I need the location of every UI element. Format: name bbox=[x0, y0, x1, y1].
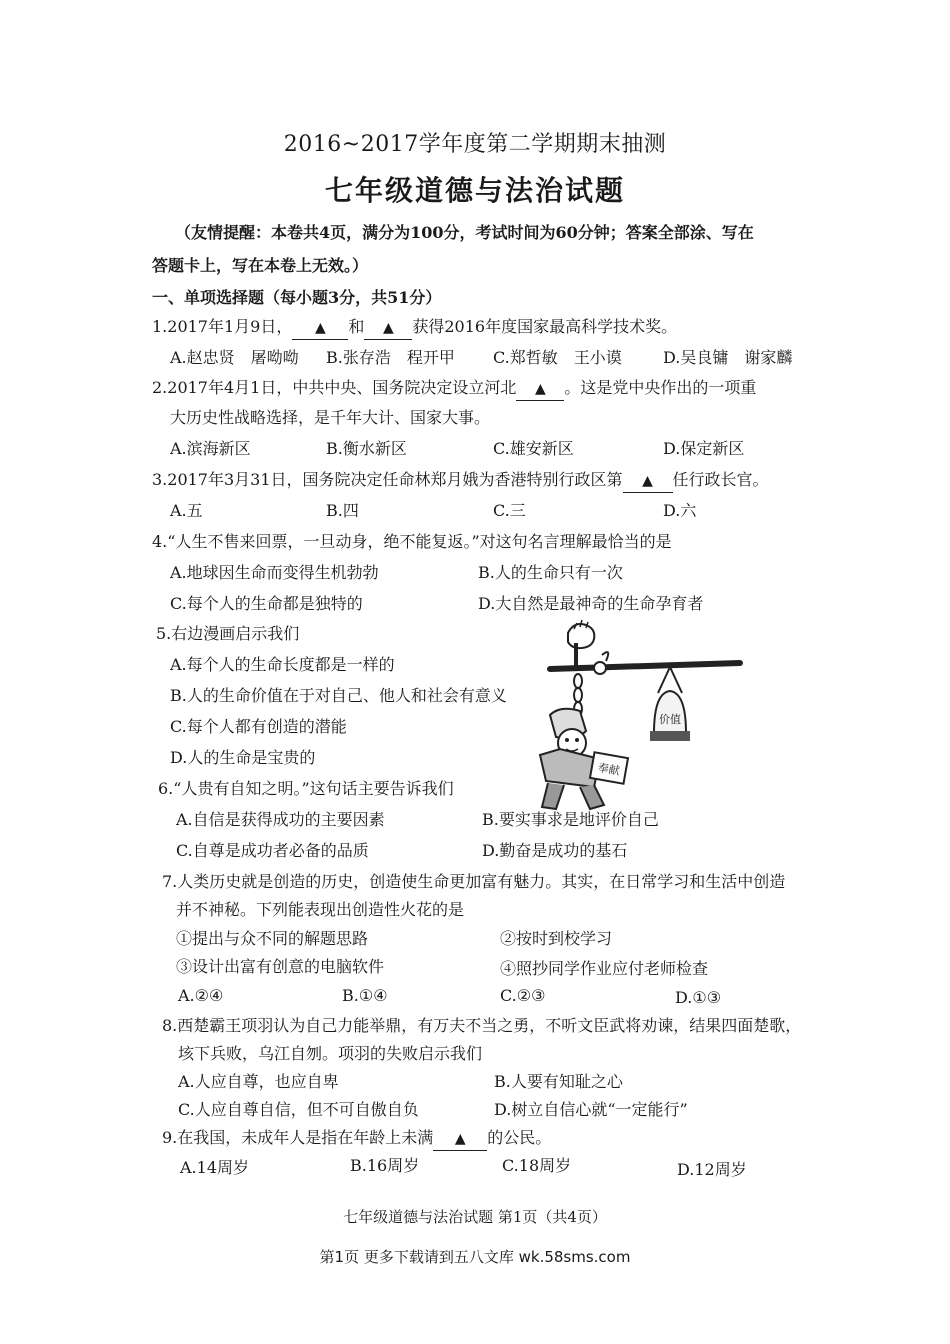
q3-option-d: D.六 bbox=[663, 501, 697, 520]
q9-option-a: A.14周岁 bbox=[180, 1158, 250, 1177]
person-figure bbox=[540, 709, 628, 809]
q1-option-b: B.张存浩 程开甲 bbox=[326, 348, 455, 367]
q7-option-b: B.①④ bbox=[342, 986, 388, 1005]
question-4-stem: 4.“人生不售来回票，一旦动身，绝不能复返。”对这句名言理解最恰当的是 bbox=[152, 532, 672, 551]
answer-blank: ▲ bbox=[516, 377, 564, 401]
q4-option-a: A.地球因生命而变得生机勃勃 bbox=[170, 563, 379, 582]
q3-option-c: C.三 bbox=[493, 501, 526, 520]
q9-option-b: B.16周岁 bbox=[350, 1156, 420, 1175]
exam-title: 2016~2017学年度第二学期期末抽测 bbox=[283, 132, 667, 157]
scale-beam bbox=[550, 663, 740, 669]
q5-option-b: B.人的生命价值在于对自己、他人和社会有意义 bbox=[170, 686, 507, 705]
q1-option-a: A.赵忠贤 屠呦呦 bbox=[170, 348, 299, 367]
q7-statement-4: ④照抄同学作业应付老师检查 bbox=[500, 959, 709, 978]
q7-option-c: C.②③ bbox=[500, 986, 546, 1005]
weight-icon bbox=[650, 667, 690, 741]
q4-option-c: C.每个人的生命都是独特的 bbox=[170, 594, 363, 613]
q7-option-a: A.②④ bbox=[178, 986, 224, 1005]
q2-option-c: C.雄安新区 bbox=[493, 439, 574, 458]
q6-option-c: C.自尊是成功者必备的品质 bbox=[176, 841, 369, 860]
q6-option-d: D.勤奋是成功的基石 bbox=[482, 841, 628, 860]
section-heading: 一、单项选择题（每小题3分，共51分） bbox=[152, 288, 442, 307]
answer-blank: ▲ bbox=[623, 469, 673, 493]
notice-line-1: （友情提醒：本卷共4页，满分为100分，考试时间为60分钟；答案全部涂、写在 bbox=[175, 223, 754, 242]
question-2-stem: 2.2017年4月1日，中共中央、国务院决定设立河北 ▲ 。这是党中央作出的一项重 bbox=[152, 377, 756, 401]
q4-option-d: D.大自然是最神奇的生命孕育者 bbox=[478, 594, 704, 613]
q5-option-d: D.人的生命是宝贵的 bbox=[170, 748, 316, 767]
q5-option-a: A.每个人的生命长度都是一样的 bbox=[170, 655, 395, 674]
answer-blank: ▲ bbox=[364, 316, 412, 340]
q9-option-d: D.12周岁 bbox=[677, 1160, 747, 1179]
page-footer: 七年级道德与法治试题 第1页（共4页） bbox=[343, 1208, 607, 1226]
q5-option-c: C.每个人都有创造的潜能 bbox=[170, 717, 347, 736]
q2-option-a: A.滨海新区 bbox=[170, 439, 251, 458]
q4-option-b: B.人的生命只有一次 bbox=[478, 563, 623, 582]
question-7-stem: 7.人类历史就是创造的历史，创造使生命更加富有魅力。其实，在日常学习和生活中创造 bbox=[162, 872, 786, 891]
q9-option-c: C.18周岁 bbox=[502, 1156, 572, 1175]
q8-option-a: A.人应自尊，也应自卑 bbox=[178, 1072, 339, 1091]
question-8-stem-cont: 垓下兵败，乌江自刎。项羽的失败启示我们 bbox=[178, 1044, 483, 1063]
q3-option-a: A.五 bbox=[170, 501, 203, 520]
q7-statement-3: ③设计出富有创意的电脑软件 bbox=[176, 957, 385, 976]
q1-option-d: D.吴良镛 谢家麟 bbox=[663, 348, 793, 367]
q8-option-d: D.树立自信心就“一定能行” bbox=[494, 1100, 688, 1119]
q2-option-d: D.保定新区 bbox=[663, 439, 745, 458]
question-3-stem: 3.2017年3月31日，国务院决定任命林郑月娥为香港特别行政区第 ▲ 任行政长官。 bbox=[152, 469, 769, 493]
hand-icon bbox=[568, 620, 594, 667]
q8-option-c: C.人应自尊自信，但不可自傲自负 bbox=[178, 1100, 419, 1119]
q3-option-b: B.四 bbox=[326, 501, 359, 520]
q2-option-b: B.衡水新区 bbox=[326, 439, 407, 458]
q8-option-b: B.人要有知耻之心 bbox=[494, 1072, 623, 1091]
question-5-stem: 5.右边漫画启示我们 bbox=[156, 624, 300, 643]
answer-blank: ▲ bbox=[433, 1127, 487, 1151]
q7-option-d: D.①③ bbox=[675, 988, 722, 1007]
weight-label: 价值 bbox=[659, 713, 681, 726]
notice-line-2: 答题卡上，写在本卷上无效。） bbox=[152, 256, 369, 275]
question-7-stem-cont: 并不神秘。下列能表现出创造性火花的是 bbox=[176, 900, 465, 919]
q6-option-a: A.自信是获得成功的主要因素 bbox=[176, 810, 385, 829]
question-1-stem: 1.2017年1月9日， ▲ 和 ▲ 获得2016年度国家最高科学技术奖。 bbox=[152, 316, 677, 340]
box-label: 奉献 bbox=[596, 761, 621, 778]
exam-subtitle: 七年级道德与法治试题 bbox=[324, 174, 625, 207]
q1-option-c: C.郑哲敏 王小谟 bbox=[493, 348, 622, 367]
question-9-stem: 9.在我国，未成年人是指在年龄上未满 ▲ 的公民。 bbox=[162, 1127, 551, 1151]
q7-statement-2: ②按时到校学习 bbox=[500, 929, 613, 948]
question-6-stem: 6.“人贵有自知之明。”这句话主要告诉我们 bbox=[158, 779, 454, 798]
q7-statement-1: ①提出与众不同的解题思路 bbox=[176, 929, 369, 948]
question-8-stem: 8.西楚霸王项羽认为自己力能举鼎，有万夫不当之勇，不听文臣武将劝谏，结果四面楚歌， bbox=[162, 1016, 802, 1035]
cartoon-illustration bbox=[530, 615, 750, 830]
question-2-stem-cont: 大历史性战略选择，是千年大计、国家大事。 bbox=[170, 408, 491, 427]
answer-blank: ▲ bbox=[292, 316, 348, 340]
site-footer: 第1页 更多下载请到五八文库 wk.58sms.com bbox=[319, 1248, 631, 1266]
q6-option-b: B.要实事求是地评价自己 bbox=[482, 810, 659, 829]
